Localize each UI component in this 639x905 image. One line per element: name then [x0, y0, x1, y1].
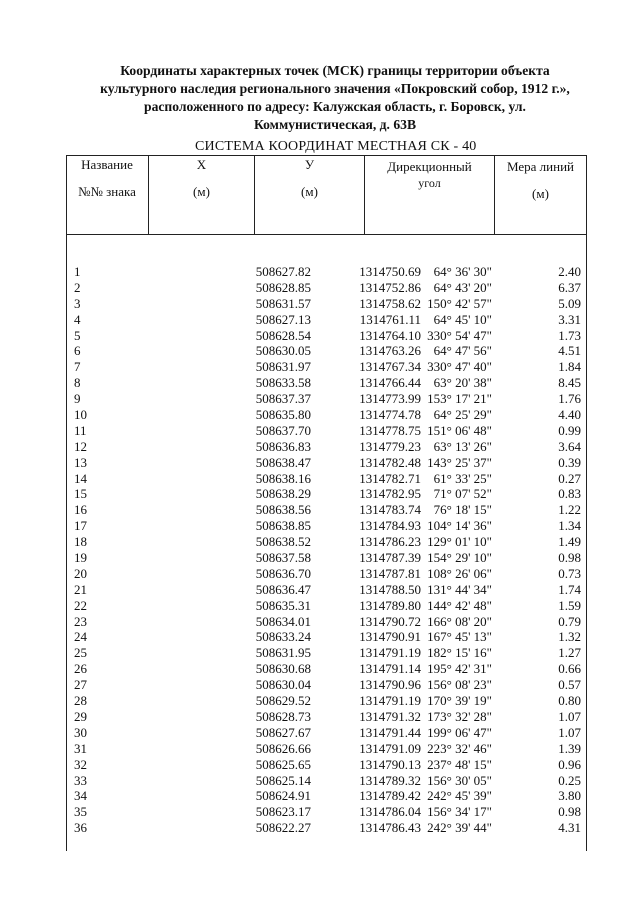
direction-angle: 64° 36' 30" [433, 264, 492, 279]
x-coordinate: 508627.82 [255, 264, 311, 279]
direction-angle: 64° 25' 29" [433, 407, 492, 423]
line-length: 1.76 [558, 391, 581, 407]
table-row [66, 486, 587, 502]
line-length: 0.99 [558, 422, 581, 438]
point-number: 16 [74, 502, 87, 518]
line-length: 1.59 [558, 597, 581, 613]
direction-angle: 63° 13' 26" [433, 438, 492, 454]
header-length-label: Мера линий [507, 159, 574, 174]
direction-angle: 173° 32' 28" [427, 708, 492, 724]
line-length: 3.31 [558, 311, 581, 327]
header-y-label: У [304, 157, 315, 172]
x-coordinate: 508627.13 [255, 311, 311, 327]
table-row [66, 741, 587, 757]
point-number: 14 [74, 470, 87, 486]
y-coordinate: 1314750.69 [359, 264, 421, 279]
point-number: 19 [74, 550, 87, 566]
direction-angle: 76° 18' 15" [433, 502, 492, 518]
y-coordinate: 1314790.13 [359, 756, 421, 772]
x-coordinate: 508638.29 [255, 486, 311, 502]
header-x [149, 157, 254, 199]
header-x-label: Х [196, 157, 207, 172]
point-number: 31 [74, 740, 87, 756]
line-length: 0.25 [558, 772, 581, 788]
y-coordinate: 1314791.44 [359, 724, 421, 740]
y-coordinate: 1314752.86 [359, 279, 421, 295]
direction-angle: 64° 45' 10" [433, 311, 492, 327]
table-row [66, 343, 587, 359]
point-number: 8 [74, 375, 81, 391]
coordinate-system-caption: СИСТЕМА КООРДИНАТ МЕСТНАЯ СК - 40 [195, 139, 477, 154]
document-title [80, 62, 590, 134]
x-coordinate: 508624.91 [255, 788, 311, 804]
y-coordinate: 1314779.23 [359, 438, 421, 454]
line-length: 1.84 [558, 359, 581, 375]
table-row [66, 550, 587, 566]
y-coordinate: 1314786.43 [359, 820, 421, 836]
line-length: 1.39 [558, 740, 581, 756]
direction-angle: 242° 39' 44" [427, 820, 492, 836]
point-number: 34 [74, 788, 87, 804]
direction-angle: 156° 34' 17" [427, 804, 492, 820]
line-length: 0.83 [558, 486, 581, 502]
header-name [66, 157, 148, 199]
table-row [66, 820, 587, 836]
x-coordinate: 508635.31 [255, 597, 311, 613]
x-coordinate: 508633.58 [255, 375, 311, 391]
point-number: 13 [74, 454, 87, 470]
direction-angle: 195° 42' 31" [427, 661, 492, 677]
point-number: 10 [74, 407, 87, 423]
direction-angle: 151° 06' 48" [427, 422, 492, 438]
y-coordinate: 1314786.04 [359, 804, 421, 820]
y-coordinate: 1314782.71 [359, 470, 421, 486]
direction-angle: 199° 06' 47" [427, 724, 492, 740]
table-row [66, 359, 587, 375]
point-number: 30 [74, 724, 87, 740]
point-number: 20 [74, 565, 87, 581]
point-number: 28 [74, 693, 87, 709]
point-number: 17 [74, 518, 87, 534]
point-number: 1 [74, 264, 81, 279]
line-length: 6.37 [558, 279, 581, 295]
table-row [66, 264, 587, 280]
table-row [66, 471, 587, 487]
line-length: 0.79 [558, 613, 581, 629]
point-number: 26 [74, 661, 87, 677]
title-line: расположенного по адресу: Калужская область, г. Боровск, ул. [144, 99, 526, 114]
x-coordinate: 508625.65 [255, 756, 311, 772]
line-length: 0.57 [558, 677, 581, 693]
table-row [66, 709, 587, 725]
line-length: 0.73 [558, 565, 581, 581]
table-row [66, 455, 587, 471]
x-coordinate: 508628.85 [255, 279, 311, 295]
y-coordinate: 1314787.39 [359, 550, 421, 566]
table-row [66, 280, 587, 296]
direction-angle: 129° 01' 10" [427, 534, 492, 550]
y-coordinate: 1314782.48 [359, 454, 421, 470]
header-name-line1: Название [81, 157, 133, 172]
y-coordinate: 1314791.19 [359, 693, 421, 709]
table-row [66, 328, 587, 344]
direction-angle: 61° 33' 25" [433, 470, 492, 486]
x-coordinate: 508637.70 [255, 422, 311, 438]
point-number: 29 [74, 708, 87, 724]
line-length: 0.39 [558, 454, 581, 470]
y-coordinate: 1314790.91 [359, 629, 421, 645]
x-coordinate: 508628.54 [255, 327, 311, 343]
x-coordinate: 508630.04 [255, 677, 311, 693]
x-coordinate: 508638.16 [255, 470, 311, 486]
table-row [66, 518, 587, 534]
line-length: 4.51 [558, 343, 581, 359]
y-coordinate: 1314787.81 [359, 565, 421, 581]
table-row [66, 677, 587, 693]
direction-angle: 143° 25' 37" [427, 454, 492, 470]
point-number: 23 [74, 613, 87, 629]
direction-angle: 242° 45' 39" [427, 788, 492, 804]
x-coordinate: 508637.37 [255, 391, 311, 407]
point-number: 15 [74, 486, 87, 502]
point-number: 9 [74, 391, 81, 407]
point-number: 11 [74, 422, 87, 438]
point-number: 21 [74, 581, 87, 597]
line-length: 0.80 [558, 693, 581, 709]
y-coordinate: 1314789.42 [359, 788, 421, 804]
header-angle-line1: Дирекционный [387, 159, 472, 174]
point-number: 4 [74, 311, 81, 327]
y-coordinate: 1314791.32 [359, 708, 421, 724]
x-coordinate: 508637.58 [255, 550, 311, 566]
x-coordinate: 508630.05 [255, 343, 311, 359]
coordinates-table [66, 155, 587, 851]
direction-angle: 153° 17' 21" [427, 391, 492, 407]
header-y-unit: (м) [301, 184, 318, 199]
x-coordinate: 508626.66 [255, 740, 311, 756]
table-body [66, 264, 587, 836]
line-length: 4.40 [558, 407, 581, 423]
table-row [66, 391, 587, 407]
direction-angle: 104° 14' 36" [427, 518, 492, 534]
line-length: 0.27 [558, 470, 581, 486]
title-line: культурного наследия регионального значения «Покровский собор, 1912 г.», [100, 81, 570, 96]
direction-angle: 330° 54' 47" [427, 327, 492, 343]
y-coordinate: 1314791.09 [359, 740, 421, 756]
x-coordinate: 508628.73 [255, 708, 311, 724]
table-row [66, 725, 587, 741]
direction-angle: 144° 42' 48" [427, 597, 492, 613]
direction-angle: 237° 48' 15" [427, 756, 492, 772]
direction-angle: 170° 39' 19" [427, 693, 492, 709]
table-row [66, 423, 587, 439]
point-number: 18 [74, 534, 87, 550]
x-coordinate: 508638.56 [255, 502, 311, 518]
direction-angle: 150° 42' 57" [427, 295, 492, 311]
point-number: 7 [74, 359, 81, 375]
y-coordinate: 1314786.23 [359, 534, 421, 550]
y-coordinate: 1314773.99 [359, 391, 421, 407]
x-coordinate: 508631.95 [255, 645, 311, 661]
table-row [66, 296, 587, 312]
table-row [66, 502, 587, 518]
x-coordinate: 508635.80 [255, 407, 311, 423]
point-number: 33 [74, 772, 87, 788]
direction-angle: 131° 44' 34" [427, 581, 492, 597]
x-coordinate: 508623.17 [255, 804, 311, 820]
line-length: 1.22 [558, 502, 581, 518]
y-coordinate: 1314789.80 [359, 597, 421, 613]
direction-angle: 71° 07' 52" [433, 486, 492, 502]
table-row [66, 614, 587, 630]
y-coordinate: 1314790.72 [359, 613, 421, 629]
x-coordinate: 508638.85 [255, 518, 311, 534]
y-coordinate: 1314767.34 [359, 359, 421, 375]
table-row [66, 788, 587, 804]
y-coordinate: 1314790.96 [359, 677, 421, 693]
x-coordinate: 508636.83 [255, 438, 311, 454]
y-coordinate: 1314791.14 [359, 661, 421, 677]
header-y [255, 157, 364, 199]
y-coordinate: 1314788.50 [359, 581, 421, 597]
table-row [66, 629, 587, 645]
x-coordinate: 508634.01 [255, 613, 311, 629]
y-coordinate: 1314791.19 [359, 645, 421, 661]
table-row [66, 757, 587, 773]
line-length: 3.80 [558, 788, 581, 804]
y-coordinate: 1314778.75 [359, 422, 421, 438]
x-coordinate: 508636.70 [255, 565, 311, 581]
point-number: 25 [74, 645, 87, 661]
table-border-top [66, 155, 587, 156]
line-length: 0.96 [558, 756, 581, 772]
table-row [66, 645, 587, 661]
line-length: 1.27 [558, 645, 581, 661]
header-length-unit: (м) [532, 186, 549, 201]
table-row [66, 804, 587, 820]
x-coordinate: 508629.52 [255, 693, 311, 709]
x-coordinate: 508625.14 [255, 772, 311, 788]
point-number: 36 [74, 820, 87, 836]
table-row [66, 693, 587, 709]
point-number: 12 [74, 438, 87, 454]
point-number: 6 [74, 343, 81, 359]
header-angle-line2: угол [418, 176, 441, 190]
line-length: 3.64 [558, 438, 581, 454]
table-row [66, 582, 587, 598]
x-coordinate: 508633.24 [255, 629, 311, 645]
table-row [66, 773, 587, 789]
header-separator [66, 234, 587, 235]
title-line: Коммунистическая, д. 63В [253, 117, 417, 132]
table-row [66, 661, 587, 677]
point-number: 27 [74, 677, 87, 693]
line-length: 1.34 [558, 518, 581, 534]
direction-angle: 64° 43' 20" [433, 279, 492, 295]
direction-angle: 330° 47' 40" [427, 359, 492, 375]
point-number: 2 [74, 279, 81, 295]
x-coordinate: 508638.47 [255, 454, 311, 470]
y-coordinate: 1314758.62 [359, 295, 421, 311]
y-coordinate: 1314784.93 [359, 518, 421, 534]
line-length: 1.07 [558, 724, 581, 740]
line-length: 1.73 [558, 327, 581, 343]
y-coordinate: 1314782.95 [359, 486, 421, 502]
x-coordinate: 508631.57 [255, 295, 311, 311]
line-length: 1.32 [558, 629, 581, 645]
y-coordinate: 1314766.44 [359, 375, 421, 391]
x-coordinate: 508636.47 [255, 581, 311, 597]
direction-angle: 167° 45' 13" [427, 629, 492, 645]
line-length: 1.74 [558, 581, 581, 597]
x-coordinate: 508627.67 [255, 724, 311, 740]
table-row [66, 598, 587, 614]
x-coordinate: 508638.52 [255, 534, 311, 550]
direction-angle: 108° 26' 06" [427, 565, 492, 581]
y-coordinate: 1314789.32 [359, 772, 421, 788]
y-coordinate: 1314763.26 [359, 343, 421, 359]
line-length: 2.40 [558, 264, 581, 279]
table-row [66, 375, 587, 391]
point-number: 24 [74, 629, 87, 645]
direction-angle: 166° 08' 20" [427, 613, 492, 629]
title-line: Координаты характерных точек (МСК) границы территории объекта [120, 63, 550, 78]
x-coordinate: 508630.68 [255, 661, 311, 677]
table-row [66, 407, 587, 423]
line-length: 0.98 [558, 804, 581, 820]
direction-angle: 182° 15' 16" [427, 645, 492, 661]
line-length: 1.49 [558, 534, 581, 550]
table-row [66, 534, 587, 550]
header-name-line2: №№ знака [78, 184, 136, 199]
line-length: 0.66 [558, 661, 581, 677]
table-row [66, 439, 587, 455]
x-coordinate: 508622.27 [255, 820, 311, 836]
y-coordinate: 1314761.11 [359, 311, 421, 327]
y-coordinate: 1314764.10 [359, 327, 421, 343]
table-row [66, 566, 587, 582]
x-coordinate: 508631.97 [255, 359, 311, 375]
direction-angle: 63° 20' 38" [433, 375, 492, 391]
point-number: 35 [74, 804, 87, 820]
table-row [66, 312, 587, 328]
point-number: 5 [74, 327, 81, 343]
header-length [495, 159, 586, 201]
point-number: 22 [74, 597, 87, 613]
point-number: 32 [74, 756, 87, 772]
direction-angle: 223° 32' 46" [427, 740, 492, 756]
line-length: 5.09 [558, 295, 581, 311]
header-angle [365, 159, 494, 191]
line-length: 8.45 [558, 375, 581, 391]
line-length: 4.31 [558, 820, 581, 836]
line-length: 0.98 [558, 550, 581, 566]
y-coordinate: 1314783.74 [359, 502, 421, 518]
direction-angle: 156° 08' 23" [427, 677, 492, 693]
header-x-unit: (м) [193, 184, 210, 199]
line-length: 1.07 [558, 708, 581, 724]
direction-angle: 64° 47' 56" [433, 343, 492, 359]
y-coordinate: 1314774.78 [359, 407, 421, 423]
direction-angle: 154° 29' 10" [427, 550, 492, 566]
point-number: 3 [74, 295, 81, 311]
direction-angle: 156° 30' 05" [427, 772, 492, 788]
